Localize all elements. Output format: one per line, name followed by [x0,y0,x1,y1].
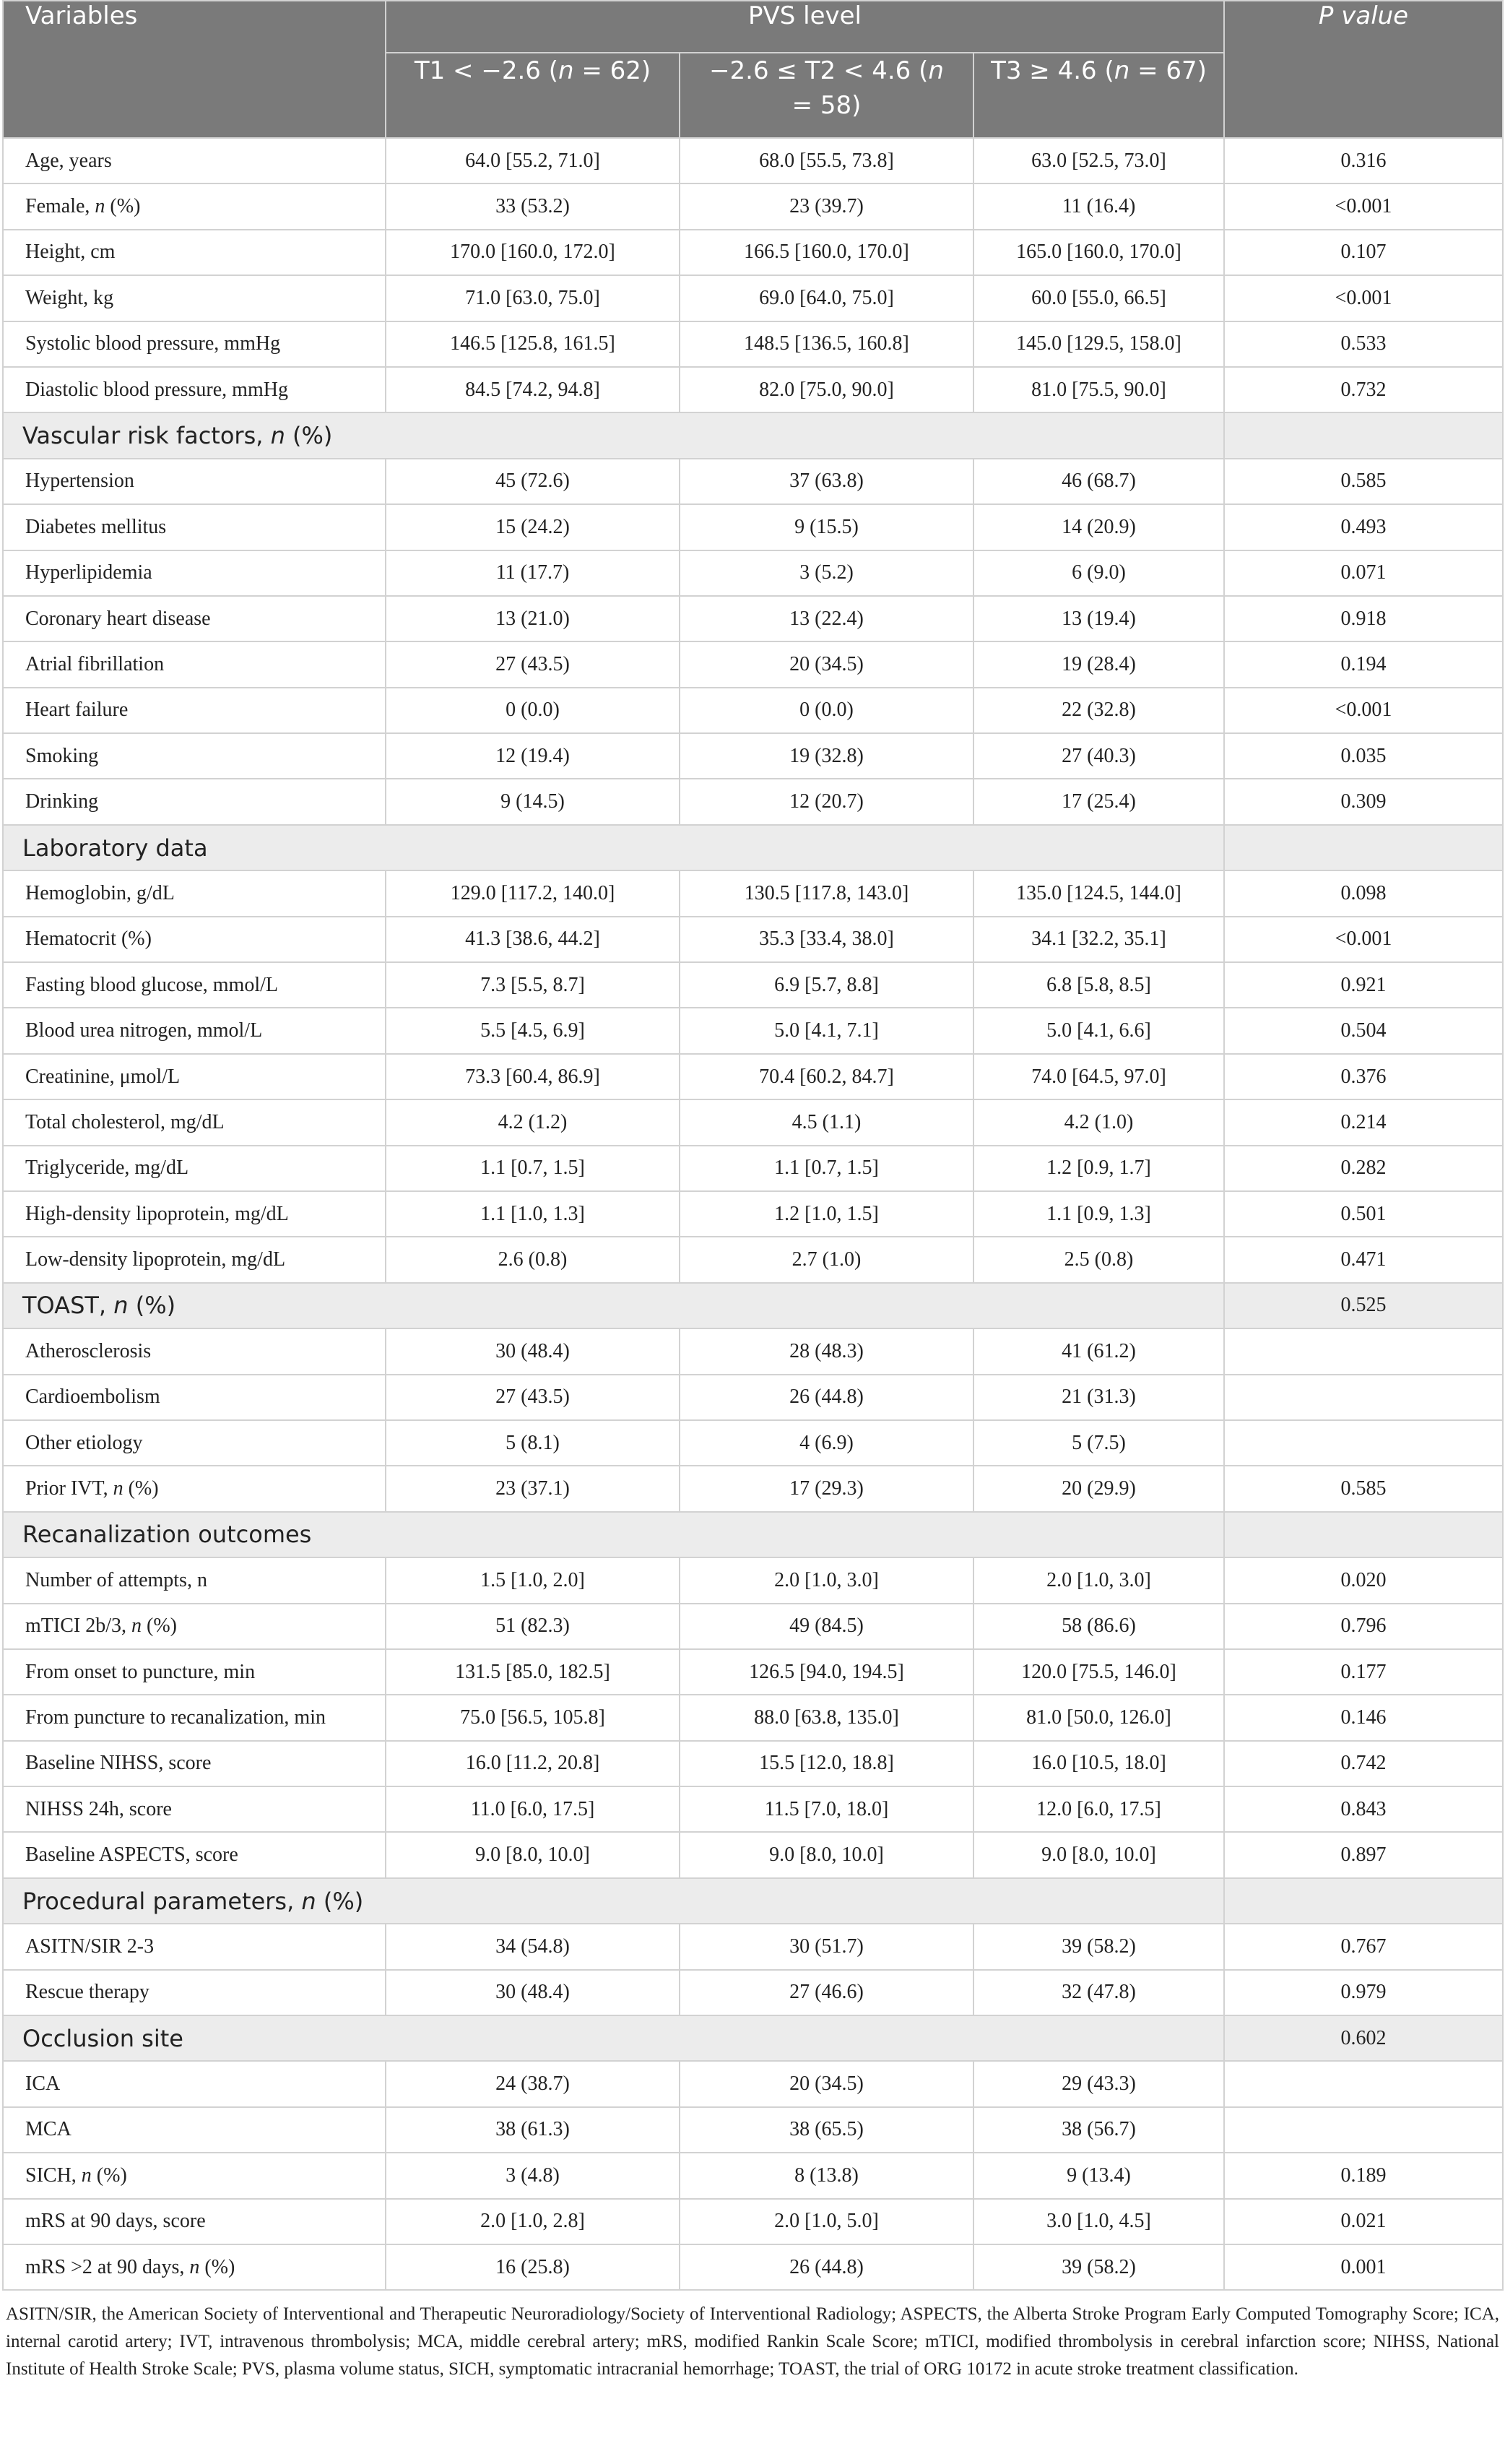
row-label: Hypertension [3,459,386,504]
row-label: Blood urea nitrogen, mmol/L [3,1008,386,1053]
cell-t1: 4.2 (1.2) [386,1099,680,1145]
row-label: Coronary heart disease [3,596,386,641]
cell-p-value: 0.732 [1224,367,1503,412]
cell-t3: 27 (40.3) [973,733,1224,779]
row-label: Fasting blood glucose, mmol/L [3,962,386,1008]
cell-t2: 6.9 [5.7, 8.8] [680,962,973,1008]
cell-t2: 69.0 [64.0, 75.0] [680,275,973,321]
table-row [3,138,1503,183]
cell-t1: 11 (17.7) [386,550,680,596]
cell-t2: 23 (39.7) [680,183,973,229]
table-row [3,1237,1503,1282]
cell-t3: 39 (58.2) [973,1924,1224,1969]
row-label: ICA [3,2061,386,2106]
cell-t2: 88.0 [63.8, 135.0] [680,1695,973,1740]
cell-t1: 3 (4.8) [386,2153,680,2198]
row-label: Smoking [3,733,386,779]
cell-p-value [1224,1420,1503,1466]
cell-t3: 9.0 [8.0, 10.0] [973,1832,1224,1877]
cell-t1: 84.5 [74.2, 94.8] [386,367,680,412]
row-label: mRS at 90 days, score [3,2199,386,2244]
row-label: ASITN/SIR 2-3 [3,1924,386,1969]
cell-t3: 3.0 [1.0, 4.5] [973,2199,1224,2244]
row-label: Number of attempts, n [3,1557,386,1603]
cell-p-value: 0.897 [1224,1832,1503,1877]
cell-p-value: 0.177 [1224,1649,1503,1695]
cell-t2: 9 (15.5) [680,504,973,550]
table-row [3,1008,1503,1053]
cell-t3: 22 (32.8) [973,688,1224,733]
cell-t3: 58 (86.6) [973,1604,1224,1649]
cell-t2: 26 (44.8) [680,1375,973,1420]
cell-p-value: 0.767 [1224,1924,1503,1969]
cell-p-value: 0.214 [1224,1099,1503,1145]
cell-t1: 146.5 [125.8, 161.5] [386,321,680,367]
section-header-row [3,825,1503,870]
cell-t3: 5 (7.5) [973,1420,1224,1466]
cell-t3: 21 (31.3) [973,1375,1224,1420]
section-header-row [3,2015,1503,2061]
section-header-row [3,1512,1503,1557]
cell-p-value: 0.471 [1224,1237,1503,1282]
cell-t3: 14 (20.9) [973,504,1224,550]
row-label: Height, cm [3,230,386,275]
cell-t3: 11 (16.4) [973,183,1224,229]
cell-t2: 1.1 [0.7, 1.5] [680,1146,973,1191]
cell-t2: 68.0 [55.5, 73.8] [680,138,973,183]
cell-t3: 4.2 (1.0) [973,1099,1224,1145]
cell-t3: 1.2 [0.9, 1.7] [973,1146,1224,1191]
cell-t1: 16 (25.8) [386,2244,680,2290]
section-p-value: 0.525 [1224,1283,1503,1328]
header-variables: Variables [3,1,386,138]
row-label: Diastolic blood pressure, mmHg [3,367,386,412]
section-p-value [1224,1878,1503,1924]
cell-p-value: 0.742 [1224,1741,1503,1786]
cell-t1: 24 (38.7) [386,2061,680,2106]
cell-t2: 20 (34.5) [680,641,973,687]
section-p-value [1224,412,1503,458]
cell-t2: 11.5 [7.0, 18.0] [680,1786,973,1832]
table-footnote: ASITN/SIR, the American Society of Interventional and Therapeutic Neuroradiology/Society of Interventional Radiology; ASPECTS, the Alberta Stroke Program Early Computed Tomography Score; ICA, internal carotid artery; IVT, intravenous thrombolysis; MCA, middle cerebral artery; mRS, modified Rankin Scale Score; mTICI, modified thrombolysis in cerebral infarction score; NIHSS, National Institute of Health Stroke Scale; PVS, plasma volume status, SICH, symptomatic intracranial hemorrhage; TOAST, the trial of ORG 10172 in acute stroke treatment classification. [6,2304,1499,2379]
section-label: Procedural parameters, n (%) [3,1878,1224,1924]
row-label: Triglyceride, mg/dL [3,1146,386,1191]
cell-p-value [1224,2061,1503,2106]
cell-p-value: 0.098 [1224,870,1503,916]
cell-t1: 1.1 [0.7, 1.5] [386,1146,680,1191]
cell-t1: 9.0 [8.0, 10.0] [386,1832,680,1877]
cell-p-value: <0.001 [1224,275,1503,321]
table-row [3,1375,1503,1420]
cell-p-value: 0.035 [1224,733,1503,779]
row-label: Baseline NIHSS, score [3,1741,386,1786]
cell-t2: 4 (6.9) [680,1420,973,1466]
cell-t3: 120.0 [75.5, 146.0] [973,1649,1224,1695]
cell-t2: 19 (32.8) [680,733,973,779]
table-body [3,138,1503,2290]
cell-t1: 5 (8.1) [386,1420,680,1466]
cell-t2: 130.5 [117.8, 143.0] [680,870,973,916]
cell-p-value: <0.001 [1224,688,1503,733]
table-row [3,459,1503,504]
cell-t3: 2.5 (0.8) [973,1237,1224,1282]
cell-t2: 148.5 [136.5, 160.8] [680,321,973,367]
table-row [3,1924,1503,1969]
table-row [3,183,1503,229]
cell-t2: 2.0 [1.0, 5.0] [680,2199,973,2244]
cell-t3: 63.0 [52.5, 73.0] [973,138,1224,183]
row-label: mRS >2 at 90 days, n (%) [3,2244,386,2290]
cell-t2: 28 (48.3) [680,1328,973,1374]
section-header-row [3,1283,1503,1328]
cell-t2: 26 (44.8) [680,2244,973,2290]
table-row [3,2061,1503,2106]
cell-t2: 37 (63.8) [680,459,973,504]
cell-t1: 27 (43.5) [386,641,680,687]
row-label: Cardioembolism [3,1375,386,1420]
section-p-value [1224,1512,1503,1557]
cell-t3: 17 (25.4) [973,779,1224,824]
cell-t3: 19 (28.4) [973,641,1224,687]
row-label: Weight, kg [3,275,386,321]
table-row [3,1099,1503,1145]
cell-t2: 12 (20.7) [680,779,973,824]
cell-p-value: 0.921 [1224,962,1503,1008]
cell-p-value: 0.843 [1224,1786,1503,1832]
row-label: Creatinine, μmol/L [3,1054,386,1099]
cell-t1: 9 (14.5) [386,779,680,824]
row-label: From puncture to recanalization, min [3,1695,386,1740]
cell-p-value: 0.979 [1224,1970,1503,2015]
cell-t2: 126.5 [94.0, 194.5] [680,1649,973,1695]
cell-t1: 2.0 [1.0, 2.8] [386,2199,680,2244]
table-row [3,1328,1503,1374]
row-label: Heart failure [3,688,386,733]
header-pvs-level: PVS level [386,1,1224,53]
table-row [3,688,1503,733]
row-label: Hyperlipidemia [3,550,386,596]
cell-t1: 0 (0.0) [386,688,680,733]
table-row [3,1191,1503,1237]
table-row [3,641,1503,687]
row-label: Systolic blood pressure, mmHg [3,321,386,367]
cell-t3: 41 (61.2) [973,1328,1224,1374]
cell-t3: 165.0 [160.0, 170.0] [973,230,1224,275]
cell-t1: 11.0 [6.0, 17.5] [386,1786,680,1832]
cell-t2: 166.5 [160.0, 170.0] [680,230,973,275]
cell-t2: 20 (34.5) [680,2061,973,2106]
cell-t2: 9.0 [8.0, 10.0] [680,1832,973,1877]
row-label: Rescue therapy [3,1970,386,2015]
cell-p-value: 0.376 [1224,1054,1503,1099]
cell-p-value: 0.194 [1224,641,1503,687]
header-row-1 [3,1,1503,53]
cell-t1: 34 (54.8) [386,1924,680,1969]
table-row [3,2244,1503,2290]
table-row [3,275,1503,321]
cell-p-value: 0.021 [1224,2199,1503,2244]
table-row [3,367,1503,412]
row-label: NIHSS 24h, score [3,1786,386,1832]
table-row [3,1832,1503,1877]
cell-t2: 35.3 [33.4, 38.0] [680,917,973,962]
table-row [3,2107,1503,2153]
table-row [3,870,1503,916]
cell-t3: 46 (68.7) [973,459,1224,504]
cell-t3: 38 (56.7) [973,2107,1224,2153]
cell-t3: 145.0 [129.5, 158.0] [973,321,1224,367]
table-row [3,917,1503,962]
cell-t3: 2.0 [1.0, 3.0] [973,1557,1224,1603]
table-row [3,1420,1503,1466]
table-row [3,2199,1503,2244]
cell-t3: 9 (13.4) [973,2153,1224,2198]
cell-p-value: 0.493 [1224,504,1503,550]
section-label: Occlusion site [3,2015,1224,2061]
cell-p-value: 0.001 [1224,2244,1503,2290]
cell-t3: 16.0 [10.5, 18.0] [973,1741,1224,1786]
cell-p-value: 0.796 [1224,1604,1503,1649]
cell-t1: 5.5 [4.5, 6.9] [386,1008,680,1053]
cell-t3: 1.1 [0.9, 1.3] [973,1191,1224,1237]
row-label: Diabetes mellitus [3,504,386,550]
cell-t1: 1.1 [1.0, 1.3] [386,1191,680,1237]
cell-t1: 170.0 [160.0, 172.0] [386,230,680,275]
cell-t2: 70.4 [60.2, 84.7] [680,1054,973,1099]
row-label: From onset to puncture, min [3,1649,386,1695]
cell-t1: 7.3 [5.5, 8.7] [386,962,680,1008]
table-row [3,596,1503,641]
cell-p-value: 0.533 [1224,321,1503,367]
cell-t1: 64.0 [55.2, 71.0] [386,138,680,183]
cell-p-value: 0.585 [1224,1466,1503,1511]
cell-t3: 13 (19.4) [973,596,1224,641]
cell-t2: 17 (29.3) [680,1466,973,1511]
row-label: High-density lipoprotein, mg/dL [3,1191,386,1237]
table-row [3,1604,1503,1649]
cell-t3: 39 (58.2) [973,2244,1224,2290]
section-label: Laboratory data [3,825,1224,870]
cell-t3: 81.0 [75.5, 90.0] [973,367,1224,412]
row-label: MCA [3,2107,386,2153]
cell-t1: 131.5 [85.0, 182.5] [386,1649,680,1695]
row-label: Female, n (%) [3,183,386,229]
cell-t3: 12.0 [6.0, 17.5] [973,1786,1224,1832]
cell-p-value: 0.504 [1224,1008,1503,1053]
section-p-value: 0.602 [1224,2015,1503,2061]
header-t3: T3 ≥ 4.6 (n = 67) [973,53,1224,138]
row-label: SICH, n (%) [3,2153,386,2198]
cell-t3: 34.1 [32.2, 35.1] [973,917,1224,962]
table-row [3,321,1503,367]
cell-t1: 73.3 [60.4, 86.9] [386,1054,680,1099]
cell-p-value: 0.189 [1224,2153,1503,2198]
cell-t2: 38 (65.5) [680,2107,973,2153]
cell-t2: 13 (22.4) [680,596,973,641]
row-label: Other etiology [3,1420,386,1466]
cell-t3: 60.0 [55.0, 66.5] [973,275,1224,321]
table-row [3,2153,1503,2198]
table-row [3,1054,1503,1099]
cell-t1: 75.0 [56.5, 105.8] [386,1695,680,1740]
cell-t3: 135.0 [124.5, 144.0] [973,870,1224,916]
cell-t3: 5.0 [4.1, 6.6] [973,1008,1224,1053]
cell-p-value: 0.309 [1224,779,1503,824]
table-row [3,962,1503,1008]
table-row [3,779,1503,824]
cell-t1: 38 (61.3) [386,2107,680,2153]
cell-p-value [1224,1328,1503,1374]
cell-t3: 20 (29.9) [973,1466,1224,1511]
cell-t1: 27 (43.5) [386,1375,680,1420]
cell-t2: 4.5 (1.1) [680,1099,973,1145]
cell-t2: 82.0 [75.0, 90.0] [680,367,973,412]
cell-t3: 29 (43.3) [973,2061,1224,2106]
cell-p-value: <0.001 [1224,917,1503,962]
row-label: Baseline ASPECTS, score [3,1832,386,1877]
row-label: Hematocrit (%) [3,917,386,962]
cell-t1: 1.5 [1.0, 2.0] [386,1557,680,1603]
row-label: Total cholesterol, mg/dL [3,1099,386,1145]
cell-p-value: <0.001 [1224,183,1503,229]
section-header-row [3,1878,1503,1924]
section-label: Recanalization outcomes [3,1512,1224,1557]
header-t2: −2.6 ≤ T2 < 4.6 (n = 58) [680,53,973,138]
cell-t1: 16.0 [11.2, 20.8] [386,1741,680,1786]
cell-t3: 32 (47.8) [973,1970,1224,2015]
cell-t1: 71.0 [63.0, 75.0] [386,275,680,321]
table-row [3,1466,1503,1511]
table-row [3,1741,1503,1786]
table-row [3,1695,1503,1740]
cell-t1: 41.3 [38.6, 44.2] [386,917,680,962]
cell-p-value: 0.501 [1224,1191,1503,1237]
header-t1: T1 < −2.6 (n = 62) [386,53,680,138]
section-label: TOAST, n (%) [3,1283,1224,1328]
cell-t2: 27 (46.6) [680,1970,973,2015]
cell-t2: 2.7 (1.0) [680,1237,973,1282]
cell-t1: 45 (72.6) [386,459,680,504]
cell-t1: 51 (82.3) [386,1604,680,1649]
table-row [3,230,1503,275]
table-row [3,1146,1503,1191]
cell-t2: 2.0 [1.0, 3.0] [680,1557,973,1603]
row-label: Prior IVT, n (%) [3,1466,386,1511]
row-label: Hemoglobin, g/dL [3,870,386,916]
table-row [3,504,1503,550]
cell-t1: 23 (37.1) [386,1466,680,1511]
header-p-value: P value [1224,1,1503,138]
table-row [3,1786,1503,1832]
baseline-characteristics-table [2,0,1504,2291]
cell-p-value [1224,2107,1503,2153]
section-header-row [3,412,1503,458]
cell-t1: 15 (24.2) [386,504,680,550]
cell-t1: 2.6 (0.8) [386,1237,680,1282]
cell-t2: 49 (84.5) [680,1604,973,1649]
cell-p-value: 0.282 [1224,1146,1503,1191]
cell-t2: 30 (51.7) [680,1924,973,1969]
row-label: Atrial fibrillation [3,641,386,687]
cell-t2: 15.5 [12.0, 18.8] [680,1741,973,1786]
cell-p-value: 0.918 [1224,596,1503,641]
row-label: Drinking [3,779,386,824]
cell-t3: 81.0 [50.0, 126.0] [973,1695,1224,1740]
cell-t1: 12 (19.4) [386,733,680,779]
cell-t1: 33 (53.2) [386,183,680,229]
table-row [3,1557,1503,1603]
cell-t1: 13 (21.0) [386,596,680,641]
table-row [3,550,1503,596]
row-label: mTICI 2b/3, n (%) [3,1604,386,1649]
row-label: Atherosclerosis [3,1328,386,1374]
cell-t2: 8 (13.8) [680,2153,973,2198]
table-row [3,1649,1503,1695]
table-row [3,733,1503,779]
cell-t3: 74.0 [64.5, 97.0] [973,1054,1224,1099]
cell-t2: 5.0 [4.1, 7.1] [680,1008,973,1053]
table-row [3,1970,1503,2015]
cell-p-value: 0.146 [1224,1695,1503,1740]
cell-t1: 129.0 [117.2, 140.0] [386,870,680,916]
section-p-value [1224,825,1503,870]
cell-t3: 6.8 [5.8, 8.5] [973,962,1224,1008]
cell-p-value: 0.071 [1224,550,1503,596]
cell-t3: 6 (9.0) [973,550,1224,596]
cell-t2: 1.2 [1.0, 1.5] [680,1191,973,1237]
cell-t1: 30 (48.4) [386,1970,680,2015]
cell-t2: 0 (0.0) [680,688,973,733]
cell-p-value: 0.585 [1224,459,1503,504]
row-label: Age, years [3,138,386,183]
cell-p-value: 0.107 [1224,230,1503,275]
cell-p-value: 0.020 [1224,1557,1503,1603]
row-label: Low-density lipoprotein, mg/dL [3,1237,386,1282]
cell-t2: 3 (5.2) [680,550,973,596]
cell-t1: 30 (48.4) [386,1328,680,1374]
section-label: Vascular risk factors, n (%) [3,412,1224,458]
cell-p-value [1224,1375,1503,1420]
cell-p-value: 0.316 [1224,138,1503,183]
